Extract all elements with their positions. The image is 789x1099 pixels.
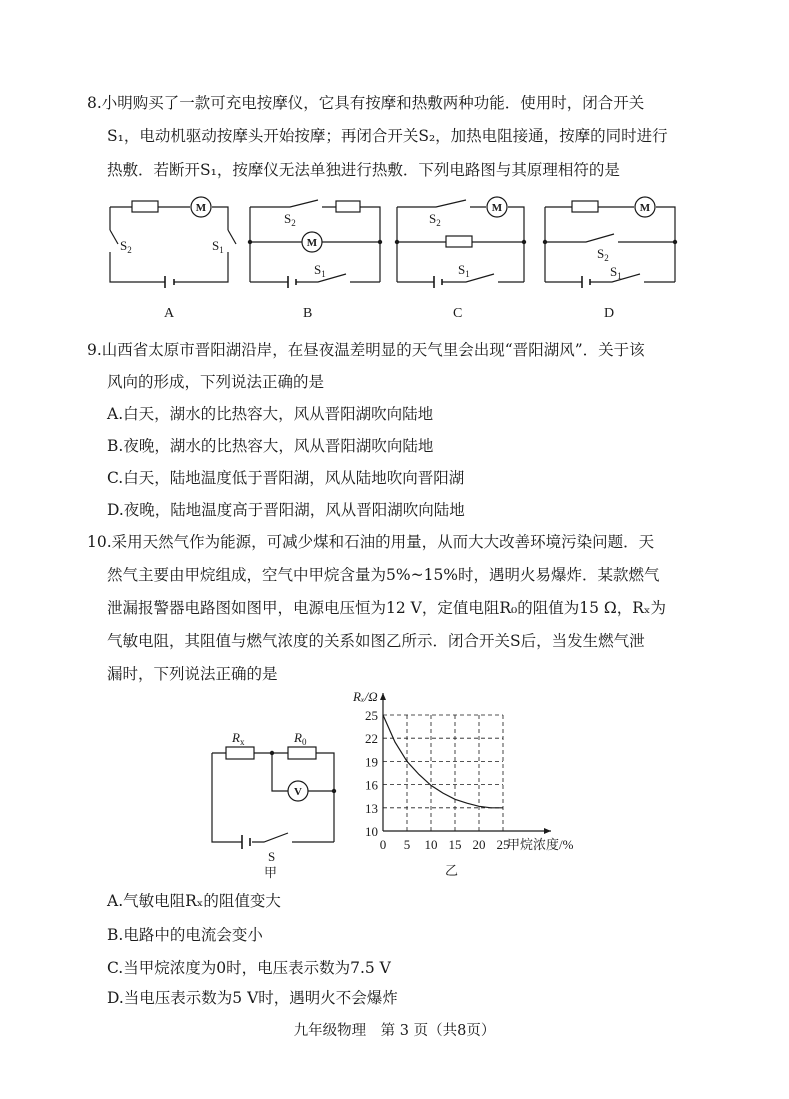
motor-label-a: M	[195, 202, 207, 214]
r0-resistor	[288, 747, 316, 759]
q8-stem-line-3: 热敷．若断开S₁，按摩仪无法单独进行热敷．下列电路图与其原理相符的是	[107, 161, 620, 179]
y-tick-label: 16	[365, 777, 378, 793]
x-tick-label: 20	[472, 837, 486, 852]
s2-label-d: $S_2$	[597, 246, 609, 263]
x-axis-label: 甲烷浓度/%	[507, 837, 574, 852]
q10-stem-line-3: 泄漏报警器电路图如图甲，电源电压恒为12 V，定值电阻R₀的阻值为15 Ω，Rₓ为	[107, 599, 666, 617]
q9-stem-line-2: 风向的形成，下列说法正确的是	[107, 373, 325, 391]
figure-jia-circuit	[200, 725, 360, 900]
q9-option-c: C.白天，陆地温度低于晋阳湖，风从陆地吹向晋阳湖	[107, 469, 465, 487]
caption-yi: 乙	[445, 863, 459, 878]
s1-label-b: $S_1$	[314, 262, 326, 279]
y-axis-label: Rₓ/Ω	[353, 689, 378, 704]
y-tick-label: 10	[365, 824, 378, 839]
y-tick-label: 22	[365, 731, 378, 747]
q10-option-d: D.当电压表示数为5 V时，遇明火不会爆炸	[107, 989, 398, 1007]
q10-stem-line-4: 气敏电阻，其阻值与燃气浓度的关系如图乙所示．闭合开关S后，当发生燃气泄	[107, 632, 645, 650]
caption-jia: 甲	[264, 865, 278, 880]
figure-yi-chart	[345, 683, 605, 878]
switch-s-label: S	[268, 849, 276, 864]
s2-label-a: $S_2$	[120, 238, 132, 255]
x-tick-label: 15	[448, 837, 462, 852]
q10-stem-line-1: 10.采用天然气作为能源，可减少煤和石油的用量，从而大大改善环境污染问题．天	[87, 533, 655, 551]
voltmeter-label: V	[294, 786, 302, 798]
r0-label: $R_0$	[294, 730, 307, 747]
s1-label-c: $S_1$	[458, 262, 470, 279]
page-footer: 九年级物理 第 3 页（共8页）	[293, 1023, 496, 1039]
q10-stem-line-5: 漏时，下列说法正确的是	[107, 665, 278, 683]
x-tick-label: 10	[424, 837, 438, 852]
q9-option-d: D.夜晚，陆地温度高于晋阳湖，风从晋阳湖吹向陆地	[107, 501, 465, 519]
motor-label-b: M	[306, 237, 318, 249]
x-axis-arrow	[544, 828, 551, 834]
q8-circuit-diagrams	[0, 190, 789, 310]
q9-stem-line-1: 9.山西省太原市晋阳湖沿岸，在昼夜温差明显的天气里会出现“晋阳湖风”．关于该	[87, 341, 645, 359]
q10-option-a: A.气敏电阻Rₓ的阻值变大	[107, 892, 281, 910]
rx-label: $R_x$	[232, 730, 245, 747]
option-label-c: C	[453, 306, 463, 321]
q9-option-a: A.白天，湖水的比热容大，风从晋阳湖吹向陆地	[107, 405, 434, 423]
motor-label-d: M	[639, 202, 651, 214]
q8-stem-line-1: 8.小明购买了一款可充电按摩仪，它具有按摩和热敷两种功能．使用时，闭合开关	[87, 94, 645, 112]
y-tick-label: 13	[365, 800, 378, 816]
y-tick-label: 19	[365, 754, 378, 770]
x-tick-label: 0	[379, 837, 387, 852]
switch-s1-a	[228, 230, 236, 244]
q10-option-b: B.电路中的电流会变小	[107, 926, 263, 944]
y-tick-label: 25	[365, 708, 378, 723]
battery-icon	[242, 835, 250, 849]
s2-label-b: $S_2$	[284, 211, 296, 228]
q10-option-c: C.当甲烷浓度为0时，电压表示数为7.5 V	[107, 959, 391, 977]
option-label-b: B	[303, 306, 313, 321]
s1-label-a: $S_1$	[212, 238, 224, 255]
q10-stem-line-2: 然气主要由甲烷组成，空气中甲烷含量为5%~15%时，遇明火易爆炸．某款燃气	[107, 566, 660, 584]
option-label-d: D	[604, 306, 615, 321]
s1-label-d: $S_1$	[610, 264, 622, 281]
x-tick-label: 25	[496, 837, 510, 852]
rx-resistor	[226, 747, 254, 759]
q8-stem-line-2: S₁，电动机驱动按摩头开始按摩；再闭合开关S₂，加热电阻接通，按摩的同时进行	[107, 127, 668, 145]
y-axis-arrow	[380, 693, 386, 700]
q9-option-b: B.夜晚，湖水的比热容大，风从晋阳湖吹向陆地	[107, 437, 434, 455]
motor-label-c: M	[491, 202, 503, 214]
option-label-a: A	[164, 306, 175, 321]
s2-label-c: $S_2$	[429, 211, 441, 228]
switch-s2-a	[110, 230, 118, 244]
x-tick-label: 5	[403, 837, 411, 852]
